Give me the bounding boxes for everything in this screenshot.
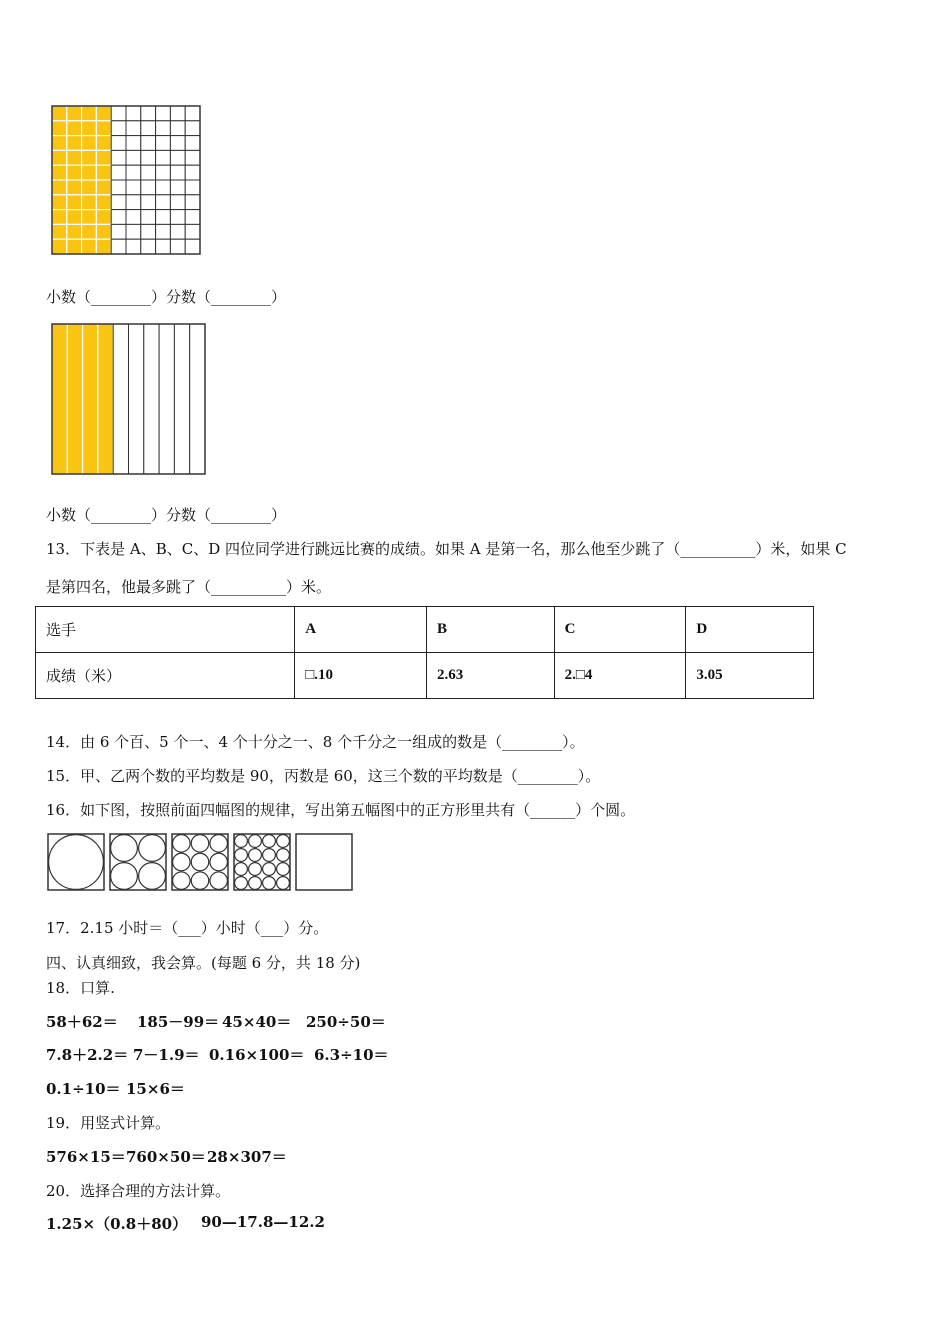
table-cell: B	[427, 607, 555, 653]
shaded-cell	[82, 180, 97, 195]
grid-cell	[185, 121, 200, 136]
grid-cell	[185, 136, 200, 151]
q18-item: 7－1.9＝	[133, 1046, 200, 1064]
shaded-strip	[52, 324, 67, 474]
section-4-heading: 四、认真细致，我会算。(每题 6 分，共 18 分)	[46, 954, 361, 972]
q18-item: 0.1÷10＝	[46, 1080, 121, 1098]
shaded-strip	[83, 324, 98, 474]
shaded-cell	[82, 210, 97, 225]
shaded-cell	[52, 106, 67, 121]
grid-cell	[156, 195, 171, 210]
q18-item: 185－99＝	[137, 1013, 220, 1031]
shaded-cell	[96, 165, 111, 180]
shaded-cell	[52, 121, 67, 136]
shaded-cell	[82, 165, 97, 180]
grid-cell	[170, 195, 185, 210]
grid-cell	[141, 150, 156, 165]
grid-cell	[111, 195, 126, 210]
table-cell: 3.05	[686, 653, 814, 699]
q18-item: 7.8＋2.2＝	[46, 1046, 129, 1064]
shaded-cell	[52, 150, 67, 165]
grid-cell	[185, 165, 200, 180]
shaded-cell	[52, 180, 67, 195]
strip	[159, 324, 174, 474]
shaded-cell	[82, 121, 97, 136]
q18-item: 58＋62＝	[46, 1013, 118, 1031]
shaded-cell	[96, 210, 111, 225]
table-cell: 2.□4	[554, 653, 686, 699]
shaded-cell	[67, 180, 82, 195]
grid-cell	[170, 121, 185, 136]
strip	[113, 324, 128, 474]
q12-answer-line-2: 小数（________）分数（________）	[46, 506, 287, 524]
q20-title: 20．选择合理的方法计算。	[46, 1182, 231, 1200]
pattern-square	[296, 834, 352, 890]
grid-cell	[141, 106, 156, 121]
shaded-strip	[67, 324, 82, 474]
grid-cell	[111, 165, 126, 180]
shaded-cell	[52, 224, 67, 239]
q18-item: 45×40＝	[222, 1013, 292, 1031]
grid-cell	[170, 180, 185, 195]
shaded-cell	[82, 150, 97, 165]
grid-cell	[156, 150, 171, 165]
q16-text: 16．如下图，按照前面四幅图的规律，写出第五幅图中的正方形里共有（______）个圆。	[46, 801, 636, 819]
grid-cell	[185, 210, 200, 225]
shaded-cell	[67, 121, 82, 136]
shaded-cell	[52, 136, 67, 151]
table-cell: C	[554, 607, 686, 653]
shaded-cell	[67, 210, 82, 225]
grid-cell	[141, 239, 156, 254]
grid-cell	[185, 224, 200, 239]
shaded-cell	[82, 136, 97, 151]
shaded-cell	[96, 195, 111, 210]
grid-cell	[185, 180, 200, 195]
grid-cell	[126, 136, 141, 151]
shaded-cell	[82, 239, 97, 254]
grid-cell	[141, 136, 156, 151]
shaded-cell	[96, 224, 111, 239]
grid-cell	[185, 195, 200, 210]
grid-cell	[126, 165, 141, 180]
table-row	[36, 653, 814, 699]
grid-cell	[170, 150, 185, 165]
pattern-square	[234, 834, 290, 890]
q17-text: 17．2.15 小时＝（___）小时（___）分。	[46, 919, 329, 937]
grid-cell	[126, 210, 141, 225]
grid-cell	[141, 165, 156, 180]
q13-text-line-1: 13．下表是 A、B、C、D 四位同学进行跳远比赛的成绩。如果 A 是第一名，那么他至少跳了（__________）米，如果 C	[46, 540, 847, 558]
grid-cell	[126, 106, 141, 121]
grid-cell	[111, 180, 126, 195]
shaded-cell	[67, 195, 82, 210]
shaded-cell	[52, 165, 67, 180]
grid-cell	[156, 165, 171, 180]
shaded-cell	[67, 239, 82, 254]
q14-text: 14．由 6 个百、5 个一、4 个十分之一、8 个千分之一组成的数是（________）。	[46, 733, 585, 751]
grid-cell	[126, 180, 141, 195]
strip	[190, 324, 205, 474]
grid-cell	[141, 224, 156, 239]
hundred-grid-figure	[50, 104, 210, 264]
grid-cell	[126, 224, 141, 239]
shaded-cell	[52, 195, 67, 210]
shaded-cell	[67, 106, 82, 121]
q20-item: 90—17.8—12.2	[201, 1213, 325, 1231]
q18-item: 0.16×100＝	[209, 1046, 305, 1064]
q19-item: 760×50＝	[126, 1148, 206, 1166]
circle-pattern-figure	[46, 832, 356, 894]
shaded-strip	[98, 324, 113, 474]
grid-cell	[126, 239, 141, 254]
grid-cell	[156, 224, 171, 239]
grid-cell	[111, 239, 126, 254]
grid-cell	[185, 239, 200, 254]
q19-title: 19．用竖式计算。	[46, 1114, 171, 1132]
grid-cell	[141, 195, 156, 210]
grid-cell	[170, 165, 185, 180]
grid-cell	[111, 106, 126, 121]
grid-cell	[185, 106, 200, 121]
pattern-square	[110, 834, 166, 890]
grid-cell	[185, 150, 200, 165]
q19-item: 28×307＝	[207, 1148, 287, 1166]
table-cell: A	[295, 607, 427, 653]
shaded-cell	[67, 150, 82, 165]
q12-answer-line-1: 小数（________）分数（________）	[46, 288, 287, 306]
grid-cell	[126, 150, 141, 165]
grid-cell	[141, 180, 156, 195]
grid-cell	[126, 121, 141, 136]
shaded-cell	[82, 106, 97, 121]
long-jump-score-table	[35, 606, 814, 699]
grid-cell	[170, 106, 185, 121]
grid-cell	[170, 210, 185, 225]
grid-cell	[141, 210, 156, 225]
grid-cell	[111, 224, 126, 239]
grid-cell	[170, 239, 185, 254]
q18-item: 250÷50＝	[306, 1013, 386, 1031]
grid-cell	[111, 150, 126, 165]
table-cell: 成绩（米）	[36, 653, 295, 699]
q18-title: 18．口算.	[46, 979, 115, 997]
table-header-row	[36, 607, 814, 653]
shaded-cell	[96, 136, 111, 151]
shaded-cell	[96, 121, 111, 136]
shaded-cell	[96, 150, 111, 165]
shaded-cell	[82, 224, 97, 239]
ten-strips-figure	[50, 322, 210, 480]
q18-item: 15×6＝	[126, 1080, 185, 1098]
grid-cell	[156, 136, 171, 151]
table-cell: D	[686, 607, 814, 653]
table-cell: □.10	[295, 653, 427, 699]
grid-cell	[111, 136, 126, 151]
grid-cell	[111, 121, 126, 136]
grid-cell	[170, 224, 185, 239]
table-cell: 2.63	[427, 653, 555, 699]
table-cell: 选手	[36, 607, 295, 653]
strip	[144, 324, 159, 474]
shaded-cell	[82, 195, 97, 210]
shaded-cell	[67, 224, 82, 239]
grid-cell	[156, 180, 171, 195]
grid-cell	[111, 210, 126, 225]
q15-text: 15．甲、乙两个数的平均数是 90，丙数是 60，这三个数的平均数是（________）。	[46, 767, 601, 785]
grid-cell	[170, 136, 185, 151]
shaded-cell	[96, 239, 111, 254]
shaded-cell	[52, 239, 67, 254]
grid-cell	[156, 210, 171, 225]
grid-cell	[126, 195, 141, 210]
strip	[129, 324, 144, 474]
q20-item: 1.25×（0.8＋80）	[46, 1215, 188, 1233]
grid-cell	[156, 106, 171, 121]
shaded-cell	[67, 136, 82, 151]
shaded-cell	[96, 106, 111, 121]
q19-item: 576×15＝	[46, 1148, 126, 1166]
shaded-cell	[96, 180, 111, 195]
strip	[174, 324, 189, 474]
shaded-cell	[52, 210, 67, 225]
grid-cell	[156, 239, 171, 254]
grid-cell	[156, 121, 171, 136]
q13-text-line-2: 是第四名，他最多跳了（__________）米。	[46, 578, 332, 596]
q18-item: 6.3÷10＝	[314, 1046, 389, 1064]
grid-cell	[141, 121, 156, 136]
shaded-cell	[67, 165, 82, 180]
pattern-square	[172, 834, 228, 890]
